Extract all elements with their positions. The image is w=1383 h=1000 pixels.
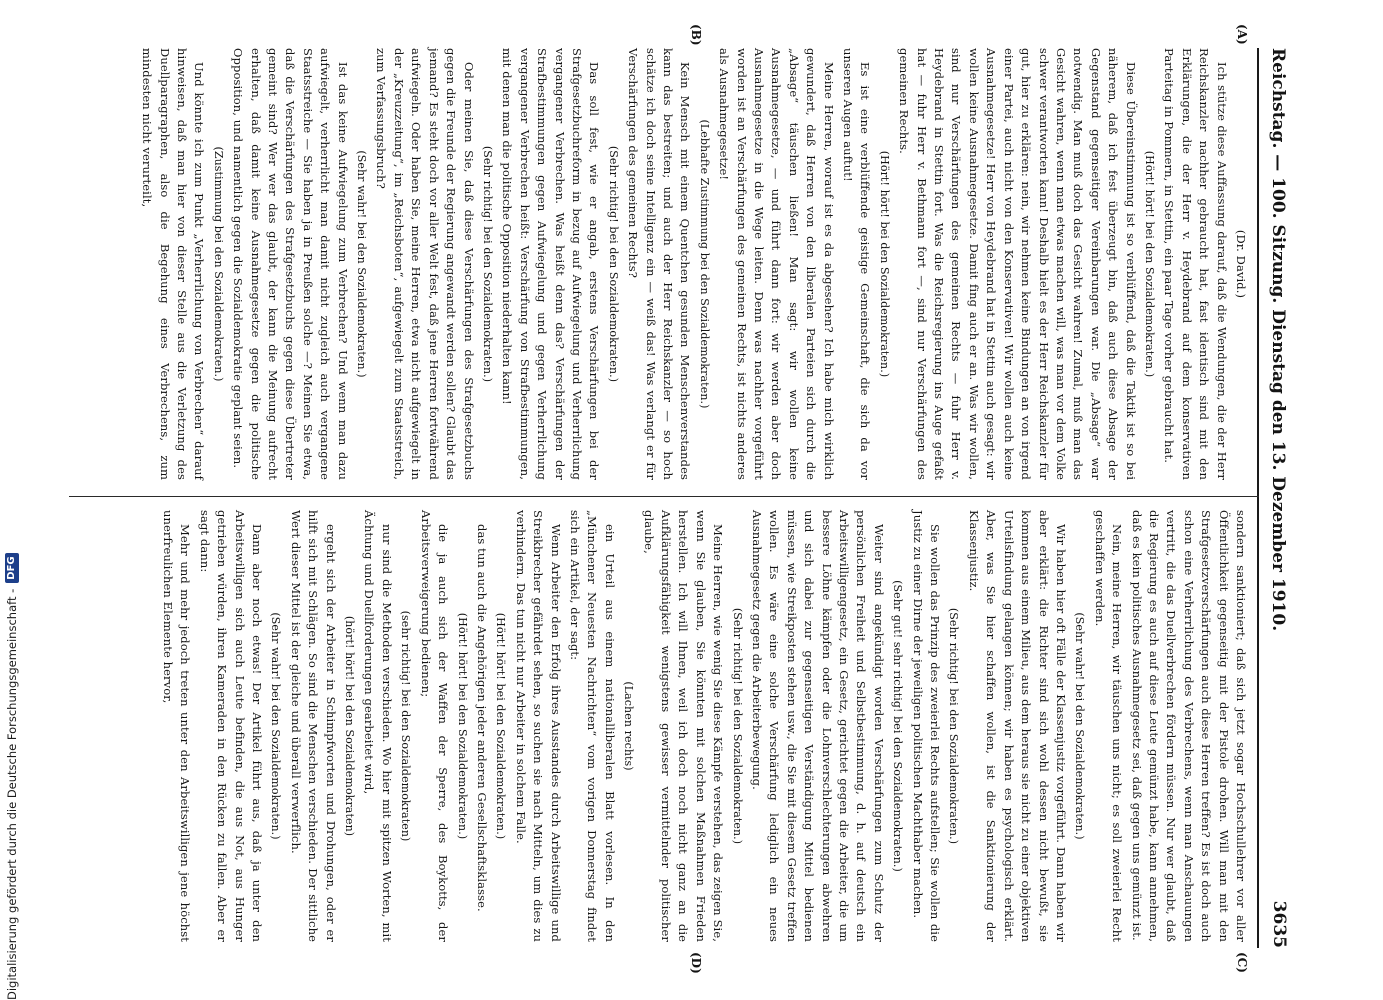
margin-mark-c: (C)	[1235, 952, 1249, 973]
interjection: (hört! hört! bei den Sozialdemokraten)	[343, 615, 357, 837]
interjection: (Hört! hört! bei den Sozialdemokraten.)	[1142, 150, 1156, 378]
paragraph: Meine Herren, wie wenig Sie diese Kämpfe verstehen, das zeigen Sie, wenn Sie glauben, Sie könnten mit solchen Maßnahmen Frieden herstellen. Ich will Ihnen, weil ich doch noch nicht ganz an die Aufklärungsfähigkeit wenigstens gewisser vermittelnder politischer glaube,	[641, 510, 726, 942]
interjection: (Sehr wahr! bei den Sozialdemokraten.)	[355, 150, 369, 378]
paragraph: Oder meinen Sie, daß diese Verschärfungen des Strafgesetzbuchs gegen die Freunde der Regierung angewandt werden sollen? Glaubt das jemand? Es steht doch vor aller Welt fest, daß jene Herren fortwährend aufwiegeln. Oder haben Sie, meine Herren, etwa nicht aufgewiegelt in der „Kreuzzeitung“, im „Reichsboten“, aufgewiegelt zum Staatsstreich, zum Verfassungsbruch?	[374, 48, 476, 480]
left-column	[136, 48, 1249, 480]
interjection: (Sehr richtig! bei den Sozialdemokraten.)	[480, 145, 494, 383]
interjection: (Lachen rechts)	[622, 681, 636, 771]
quote-paragraph: Mehr und mehr jedoch treten unter den Arbeitswilligen jene höchst unerfreulichen Elemente hervor,	[161, 510, 193, 942]
quote-paragraph: das tun auch die Angehörigen jeder anderen Gesellschaftsklasse.	[474, 524, 489, 912]
credit-text: Digitalisierung gefördert durch die Deutsche Forschungsgemeinschaft -	[5, 588, 19, 1000]
interjection: (Sehr richtig! bei den Sozialdemokraten.)	[606, 145, 620, 383]
interjection: (Sehr richtig! bei den Sozialdemokraten.)	[730, 607, 744, 845]
interjection: (sehr richtig! bei den Sozialdemokraten)	[399, 610, 413, 842]
paragraph: Diese Übereinstimmung ist so verblüffend, daß die Taktik ist so bei näherem, daß ich fest überzeugt bin, daß auch diese Absage der Gegenstand gegenseitiger Vereinbarungen war. Die „Absage“ war notwendig. Man muß doch das Gesicht wahren! Zumal, muß man das Gesicht wahren, wenn man etwas machen will, was man vor dem Volke schwer verantworten kann! Deshalb hielt es der Herr Reichskanzler für gut, hier zu erklären: nein, wir nehmen keine Bindungen an von irgend einer Partei, auch nicht von den Konservativen! Wir wollen auch keine Ausnahmegesetze! Herr von Heydebrand hat in Stettin auch gesagt: wir wollen keine Ausnahmegesetze. Damit fing auch er an. Was wir wollen, sind nur Verschärfungen des gemeinen Rechts — fuhr Herr v. Heydebrand in Stettin fort. Was die Reichsregierung ins Auge gefaßt hat — fuhr Herr v. Bethmann fort —, sind nur Verschärfungen des gemeinen Rechts.	[897, 48, 1138, 480]
quote-paragraph: nur sind die Methoden verschieden. Wo hier mit spitzen Worten, mit Ächtung und Duellforderungen gearbeitet wird,	[362, 510, 394, 942]
paragraph: Ich stütze diese Auffassung darauf, daß die Wendungen, die der Herr Reichskanzler nachher gebraucht hat, fast identisch sind mit den Erklärungen, die der Herr v. Heydebrand auf dem konservativen Parteitag in Pommern, in Stettin, ein paar Tage vorher gebraucht hat.	[1162, 48, 1229, 480]
interjection: (Hört! hört! bei den Sozialdemokraten.)	[455, 612, 469, 840]
margin-mark-d: (D)	[689, 952, 703, 974]
interjection: (Hört! hört! bei den Sozialdemokraten.)	[877, 150, 891, 378]
paragraph: Ist das keine Aufwiegelung zum Verbrechen? Und wenn man dazu aufwiegelt, verherrlicht man damit nicht zugleich auch vergangene Staatsstreiche — Sie haben ja in Preußen solche —? Meinen Sie etwa, daß die Verschärfungen des Strafgesetzbuchs gegen diese Übertreter gemeint sind? Wer wer das glaubt, der kann die Meinung aufrecht erhalten, daß damit keine Ausnahmegesetze gegen die politische Opposition, und namentlich gegen die Sozialdemokratie geplant seien.	[231, 48, 350, 480]
page-header	[1263, 48, 1293, 948]
paragraph: ein Urteil aus einem nationalliberalen Blatt vorlesen. In den „Münchener Neuesten Nachrichten“ vom vorigen Donnerstag findet sich ein Artikel, der sagt:	[567, 510, 617, 942]
interjection: (Zustimmung bei den Sozialdemokraten.)	[211, 146, 225, 382]
right-column	[157, 510, 1249, 942]
paragraph: Sie wollen das Prinzip des zweierlei Rechts aufstellen; Sie wollen die Justiz zu einer Dirne der jeweiligen politischen Machthaber machen.	[910, 510, 943, 942]
page-title: Reichstag. — 100. Sitzung. Dienstag den 13. Dezember 1910.	[1268, 48, 1288, 632]
rotated-page	[53, 24, 1293, 974]
paragraph: Dann aber noch etwas! Der Artikel führt aus, daß ja unter den Arbeitswilligen sich auch Leute befinden, die aus Not, aus Hunger getrieben würden, ihren Kameraden in den Rücken zu fallen. Aber er sagt dann:	[197, 510, 265, 942]
paragraph: Weiter sind angekündigt worden Verschärfungen zum Schutz der persönlichen Freiheit und Selbstbestimmung, d. h. auf deutsch ein Arbeitswilligengesetz, ein Gesetz, gerichtet gegen die Arbeiter, die um bessere Löhne kämpfen oder die Lohnverschlechterungen abwehren und sich dabei zur gegenseitigen Verständigung Mittel bedienen müssen, wie Streikposten stehen usw., die Sie mit diesem Gesetz treffen wollen. Es wäre eine solche Verschärfung lediglich ein neues Ausnahmegesetz gegen die Arbeiterbewegung.	[750, 510, 886, 942]
quote-paragraph: ergeht sich der Arbeiter in Schimpfworten und Drohungen, oder er hilft sich mit Schlägen. So sind die Menschen verschieden. Der sittliche Wert dieser Mittel ist der gleiche und überall verwerflich.	[288, 510, 338, 942]
paragraph: Das soll fest, wie er angab, erstens Verschärfungen bei der Strafgesetzbuchreform in bezug auf Aufwiegelung und Verherrlichung vergangener Verbrechen. Was heißt denn das? Verschärfungen der Strafbestimmungen gegen Aufwiegelung und gegen Verherrlichung vergangener Verbrechen heißt: Verschärfung von Strafbestimmungen, mit denen man die politische Opposition niederhalten kann!	[500, 48, 602, 480]
interjection: (Sehr gut! sehr richtig! bei den Sozialdemokraten.)	[891, 580, 905, 872]
paragraph: sondern sanktioniert; daß sich jetzt sogar Hochschullehrer vor aller Öffentlichkeit gegenseitig mit der Pistole drohen. Will man mit den Strafgesetzverschärfungen auch diese Herren treffen? Es ist doch auch schon eine Verherrlichung des Verbrechens, wenn man Anschauungen vertritt, die das Duellverbrechen fördern müssen. Nur wer glaubt, daß die Regierung es auch auf diese Leute gemünzt habe, kann annehmen, daß es kein politisches Ausnahmegesetz sei, daß gegen uns gemünzt ist.	[1129, 510, 1248, 942]
dfg-logo-icon: DFG	[5, 553, 19, 582]
paragraph: Es ist eine verblüffende geistige Gemeinschaft, die sich da vor unseren Augen auftut!	[841, 48, 873, 480]
interjection: (Sehr wahr! bei den Sozialdemokraten.)	[1073, 612, 1087, 840]
paragraph: Meine Herren, worauf ist es da abgesehen? Ich habe mich wirklich gewundert, daß Herren von den liberalen Parteien sich durch die „Absage“ täuschen ließen! Man sagt: wir wollen keine Ausnahmegesetze, — und führt dann fort: wir werden aber doch Ausnahmegesetze in die Wege leiten. Denn was nachher vorgeführt worden ist an Verschärfungen des gemeinen Rechts, ist nichts anderes als Ausnahmegesetze!	[717, 48, 836, 480]
quote-paragraph: die ja auch sich der Waffen der Sperre, des Boykotts, der Arbeitsverweigerung bedienen;	[418, 510, 451, 942]
page-number: 3635	[1269, 900, 1289, 948]
speaker-label: (Dr. David.)	[1234, 229, 1248, 299]
column-divider	[69, 496, 1259, 497]
interjection: (Sehr wahr! bei den Sozialdemokraten.)	[269, 612, 283, 840]
paragraph: Und könnte ich zum Punkt „Verherrlichung von Verbrechen“ darauf hinweisen, daß man hier von dieser Stelle aus die Verletzung des Duellparagraphen, also die Begehung eines Verbrechens, zum mindesten nicht verurteilt,	[140, 48, 207, 480]
paragraph: Nein, meine Herren, wir täuschen uns nicht; es soll zweierlei Recht geschaffen werden.	[1092, 510, 1125, 942]
margin-mark-b: (B)	[689, 24, 703, 46]
interjection: (Lebhafte Zustimmung bei den Sozialdemokraten.)	[697, 119, 711, 409]
paragraph: Wir haben hier oft Fälle der Klassenjustiz vorgeführt. Dann haben wir aber erklärt: die Richter sind sich wohl dessen nicht bewußt, sie kommen aus einem Milieu, aus dem heraus sie nicht zu einer objektiven Urteilsfindung gelangen können; wir haben es psychologisch erklärt. Aber, was Sie hier schaffen wollen, ist die Sanktionierung der Klassenjustiz.	[966, 510, 1068, 942]
margin-mark-a: (A)	[1235, 24, 1249, 45]
header-rule	[1257, 48, 1259, 948]
interjection: (Hört! hört! bei den Sozialdemokraten.)	[494, 612, 508, 840]
interjection: (Sehr richtig! bei den Sozialdemokraten.)	[947, 607, 961, 845]
quote-paragraph: Wenn Arbeiter den Erfolg ihres Ausstandes durch Arbeitswillige und Streikbrecher gefährdet sehen, so suchen sie nach Mitteln, um dies zu verhindern. Das tun nicht nur Arbeiter in solchem Falle.	[513, 510, 563, 942]
digitization-credit	[2, 0, 22, 1000]
paragraph: Kein Mensch mit einem Quentchen gesunden Menschenverstandes kann das bestreiten; und auch der Herr Reichskanzler — so hoch schätze ich doch seine Intelligenz ein — weiß das! Was verlangt er für Verschärfungen des gemeinen Rechts?	[626, 48, 693, 480]
